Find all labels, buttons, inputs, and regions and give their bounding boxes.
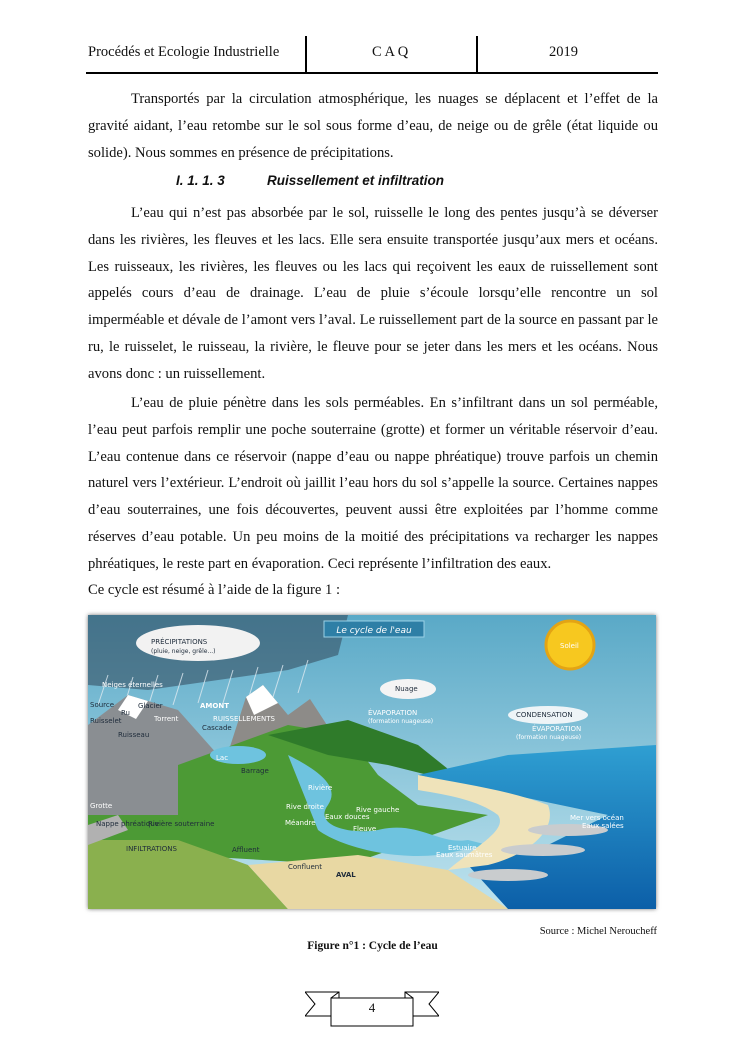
label-evaporation-2: ÉVAPORATION [532,725,582,733]
label-eaux-salees: Eaux salées [582,822,624,830]
paragraph-text: Ce cycle est résumé à l’aide de la figure 1 : [88,582,341,598]
page-header [86,36,658,74]
label-condensation: CONDENSATION [516,711,573,719]
label-affluent: Affluent [232,846,260,854]
label-torrent: Torrent [154,715,179,723]
header-year: 2019 [549,44,578,60]
label-grotte: Grotte [90,802,113,810]
label-riviere: Rivière [308,784,333,792]
paragraph-text: L’eau de pluie pénètre dans les sols perméables. En s’infiltrant dans un sol perméable, l’eau peut parfois remplir une poche souterraine (grotte) et former un véritable réservoir d’eau. L’eau contenue dans ce réservoir (nappe d’eau ou nappe phréatique) trouve parfois un chemin naturel vers l’extérieur. L’endroit où jaillit l’eau hors du sol s’appelle la source. Certaines nappes d’eau souterraines, une fois découvertes, peuvent aussi être exploitées par l’homme comme réserves d’eau potable. Un peu moins de la moitié des précipitations va recharger les nappes phréatiques, le reste part en évaporation. Ceci représente l’infiltration des eaux. [88,395,658,572]
header-course: Procédés et Ecologie Industrielle [88,44,280,60]
label-aval: AVAL [336,871,356,879]
label-ruissellements: RUISSELLEMENTS [213,715,276,723]
header-divider [305,36,307,72]
label-barrage: Barrage [241,767,269,775]
section-heading [176,173,444,188]
section-title: Ruissellement et infiltration [267,173,445,188]
paragraph-precipitations [88,86,658,166]
label-cascade: Cascade [202,724,232,732]
label-nuage: Nuage [395,685,418,693]
label-eaux-saumatres: Eaux saumâtres [436,851,493,859]
label-riviere-souterraine: Rivière souterraine [148,820,215,828]
label-precipitations-sub: (pluie, neige, grêle...) [151,648,216,655]
label-meandre: Méandre [285,819,316,827]
label-nappe: Nappe phréatique [96,820,160,828]
water-cycle-figure [88,615,656,909]
label-mer: Mer vers océan [570,814,624,822]
water-cycle-illustration [88,615,656,909]
paragraph-text: L’eau qui n’est pas absorbée par le sol, ruisselle le long des pentes jusqu’à se déverser dans les rivières, les fleuves et les lacs. Elle sera ensuite transportée jusqu’aux mers et océans. Les ruisseaux, les rivières, les fleuves ou les lacs qui reçoivent les eaux de ruissellement sont appelés cours d’eau de drainage. L’eau de pluie s’écoule lorsqu’elle rencontre un sol imperméable et dévale de l’amont vers l’aval. Le ruissellement part de la source en passant par le ru, le ruisselet, le ruisseau, la rivière, le fleuve pour se jeter dans les mers et les océans. Nous avons donc : un ruissellement. [88,205,658,382]
figure-title: Le cycle de l'eau [336,626,412,636]
figure-caption: Figure n°1 : Cycle de l’eau [307,940,438,952]
label-evaporation-1-sub: (formation nuageuse) [368,718,434,725]
label-evaporation-2-sub: (formation nuageuse) [516,734,582,741]
label-ruisselet: Ruisselet [90,717,122,725]
label-rive-gauche: Rive gauche [356,806,400,814]
figure-intro [88,577,658,604]
label-estuaire: Estuaire [448,844,477,852]
header-divider [476,36,478,72]
label-ruisseau: Ruisseau [118,731,150,739]
label-evaporation-1: ÉVAPORATION [368,709,418,717]
header-rule [86,72,658,74]
label-rive-droite: Rive droite [286,803,324,811]
label-lac: Lac [216,754,229,762]
label-confluent: Confluent [288,863,322,871]
label-eaux-douces: Eaux douces [325,813,370,821]
paragraph-ruissellement [88,200,658,388]
label-infiltrations: INFILTRATIONS [126,845,177,853]
figure-source: Source : Michel Neroucheff [539,926,657,937]
page-number-ribbon [305,988,439,1028]
page-number: 4 [368,1000,376,1015]
header-subject: C A Q [372,44,409,60]
label-precipitations: PRÉCIPITATIONS [151,638,208,646]
label-fleuve: Fleuve [353,825,377,833]
label-amont: AMONT [200,702,229,710]
paragraph-text: Transportés par la circulation atmosphérique, les nuages se déplacent et l’effet de la gravité aidant, l’eau retombe sur le sol sous forme d’eau, de neige ou de grêle (état liquide ou solide). Nous sommes en présence de précipitations. [88,91,658,161]
label-glacier: Glacier [138,702,163,710]
section-number: I. 1. 1. 3 [176,173,225,188]
label-ru: Ru [121,709,130,717]
paragraph-infiltration [88,390,658,578]
label-soleil: Soleil [560,642,579,650]
label-neiges: Neiges éternelles [102,681,163,689]
label-source: Source [90,701,115,709]
